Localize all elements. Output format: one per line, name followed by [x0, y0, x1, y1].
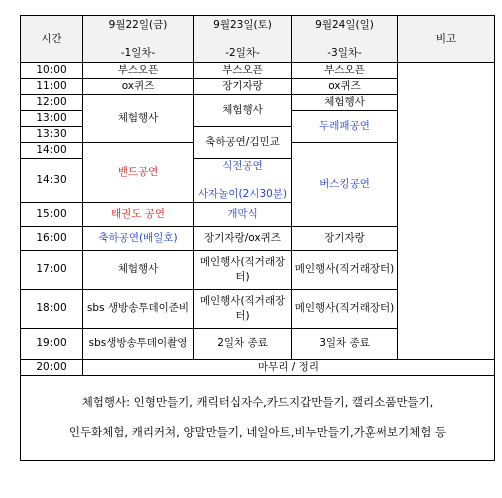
day1-cell: 축하공연(배일호): [83, 226, 194, 250]
day3-cell: 3일차 종료: [292, 328, 398, 359]
time-cell: 18:00: [21, 289, 83, 328]
day2-cell: 축하공연/김민교: [194, 127, 292, 159]
fortune-label: 사자놀이(2시30분): [197, 188, 288, 201]
time-cell: 14:30: [21, 159, 83, 203]
time-cell: 20:00: [21, 359, 83, 375]
day2-cell: 장기자랑/ox퀴즈: [194, 226, 292, 250]
day2-cell: 2일차 종료: [194, 328, 292, 359]
day2-cell: 체험행사: [194, 95, 292, 127]
day3-cell: 메인행사(직거래장터): [292, 250, 398, 289]
time-cell: 11:00: [21, 79, 83, 95]
day1-cell: 부스오픈: [83, 63, 194, 79]
day3-cell: 부스오픈: [292, 63, 398, 79]
day3-cell: 체험행사: [292, 95, 398, 111]
day3-num: -3일차-: [327, 47, 362, 60]
day3-cell: ox퀴즈: [292, 79, 398, 95]
day1-num: -1일차-: [120, 47, 156, 60]
time-cell: 15:00: [21, 202, 83, 226]
day2-cell: 메인행사(직거래장터): [194, 289, 292, 328]
footer-note: [21, 375, 495, 460]
time-cell: 16:00: [21, 226, 83, 250]
day1-cell: 체험행사: [83, 250, 194, 289]
header-note: 비고: [398, 16, 495, 63]
day3-cell: 버스킹공연: [292, 143, 398, 227]
day3-cell: 메인행사(직거래장터): [292, 289, 398, 328]
day1-cell: 체험행사: [83, 95, 194, 143]
day3-cell: 장기자랑: [292, 226, 398, 250]
day1-cell: 밴드공연: [83, 143, 194, 203]
header-day2: [194, 16, 292, 63]
day1-cell: 태권도 공연: [83, 202, 194, 226]
day3-date: 9월24일(일): [315, 18, 374, 31]
ceremony-label: 식전공연: [222, 160, 263, 172]
day1-cell: ox퀴즈: [83, 79, 194, 95]
day2-cell: 장기자랑: [194, 79, 292, 95]
header-time: 시간: [21, 16, 83, 63]
time-cell: 13:00: [21, 111, 83, 127]
day1-cell: sbs 생방송투데이준비: [83, 289, 194, 328]
day2-cell: 메인행사(직거래장터): [194, 250, 292, 289]
finish-cell: 마무리 / 정리: [83, 359, 495, 375]
header-day3: [292, 16, 398, 63]
header-day1: [83, 16, 194, 63]
day1-cell: sbs생방송투데이촬영: [83, 328, 194, 359]
day2-num: -2일차-: [225, 47, 260, 60]
day2-cell: 개막식: [194, 202, 292, 226]
day2-cell: 부스오픈: [194, 63, 292, 79]
day1-date: 9월22일(금): [108, 18, 168, 31]
footer-line1: 체험행사: 인형만들기, 캐릭터십자수,카드지갑만들기, 캘리소품만들기,: [81, 394, 434, 409]
note-cell: [398, 63, 495, 360]
day2-cell: [194, 159, 292, 203]
day3-cell: 두레패공연: [292, 111, 398, 143]
time-cell: 17:00: [21, 250, 83, 289]
day2-date: 9월23일(토): [213, 18, 272, 31]
time-cell: 14:00: [21, 143, 83, 159]
time-cell: 13:30: [21, 127, 83, 143]
time-cell: 19:00: [21, 328, 83, 359]
time-cell: 12:00: [21, 95, 83, 111]
time-cell: 10:00: [21, 63, 83, 79]
schedule-table: [20, 15, 495, 461]
footer-line2: 인두화체험, 캐리커쳐, 양말만들기, 네일아트,비누만들기,가훈써보기체험 등: [68, 424, 447, 439]
